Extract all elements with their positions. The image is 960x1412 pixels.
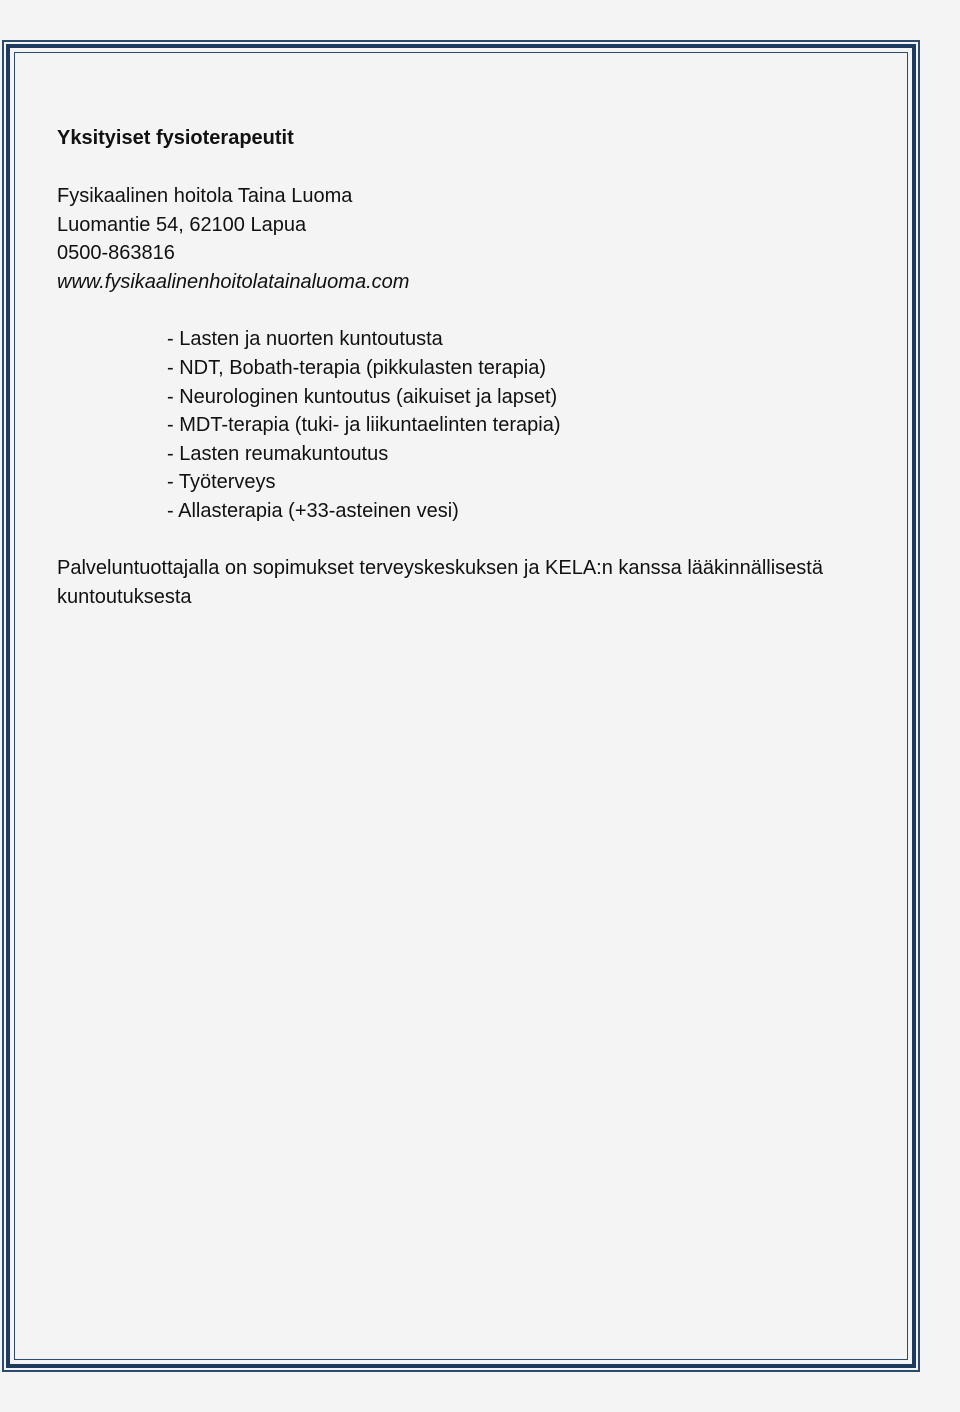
service-item: - NDT, Bobath-terapia (pikkulasten terapia) — [167, 356, 547, 379]
section-heading: Yksityiset fysioterapeutit — [57, 127, 294, 149]
service-item: - Neurologinen kuntoutus (aikuiset ja lapset) — [167, 385, 558, 408]
provider-address: Luomantie 54, 62100 Lapua — [57, 213, 307, 236]
service-item: - MDT-terapia (tuki- ja liikuntaelinten terapia) — [167, 414, 561, 437]
service-item: - Työterveys — [167, 471, 276, 494]
provider-phone: 0500-863816 — [57, 242, 175, 265]
service-item: - Lasten reumakuntoutus — [167, 442, 389, 465]
service-item: - Lasten ja nuorten kuntoutusta — [167, 328, 443, 351]
service-item: - Allasterapia (+33-asteinen vesi) — [167, 499, 459, 522]
contract-note: Palveluntuottajalla on sopimukset terveyskeskuksen ja KELA:n kanssa lääkinnällisestä kuntoutuksesta — [57, 556, 823, 608]
provider-website-link[interactable]: www.fysikaalinenhoitolatainaluoma.com — [57, 270, 410, 293]
document-content — [57, 124, 907, 612]
services-list — [57, 325, 907, 525]
provider-contact — [57, 182, 907, 296]
provider-name: Fysikaalinen hoitola Taina Luoma — [57, 185, 353, 207]
